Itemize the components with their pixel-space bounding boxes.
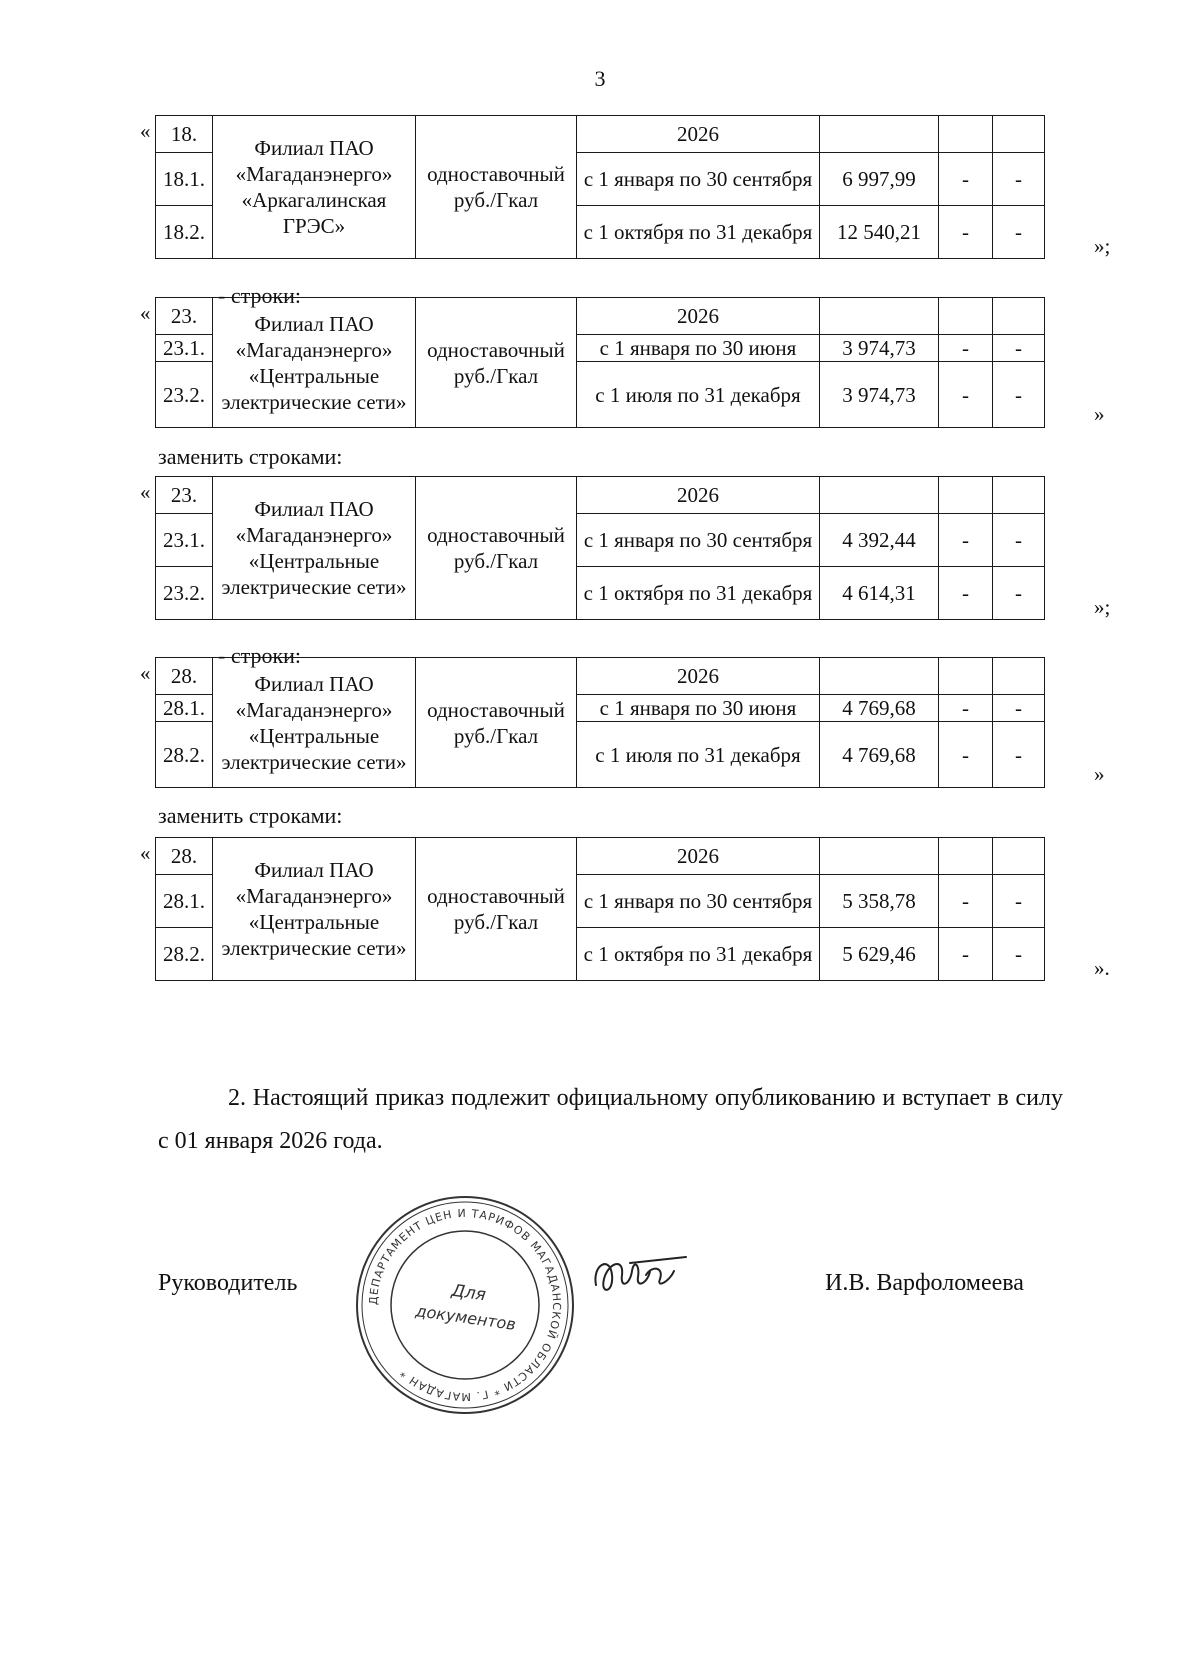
year: 2026 [577,116,820,153]
dash-cell: - [939,567,993,620]
close-quote: »; [1094,234,1111,258]
tariff-value: 4 614,31 [820,567,939,620]
dash-cell: - [993,875,1045,928]
tariff-table [155,476,1045,620]
sub-row-number: 28.1. [156,875,213,928]
empty-cell [820,838,939,875]
period: с 1 июля по 31 декабря [577,722,820,788]
sub-row-number: 23.1. [156,514,213,567]
stamp-center-text-2: документов [414,1301,518,1334]
empty-cell [820,477,939,514]
row-number: 28. [156,658,213,695]
sub-row-number: 18.2. [156,206,213,259]
close-quote: » [1094,402,1105,426]
tariff-value: 5 358,78 [820,875,939,928]
organization-name: Филиал ПАО «Магаданэнерго» «Центральные электрические сети» [213,838,416,981]
tariff-kind: одноставочный руб./Гкал [416,116,577,259]
tariff-kind: одноставочный руб./Гкал [416,298,577,428]
sub-row-number: 23.2. [156,567,213,620]
row-number: 28. [156,838,213,875]
tariff-kind: одноставочный руб./Гкал [416,658,577,788]
table-row [156,477,1045,514]
open-quote: « [140,661,151,685]
year: 2026 [577,477,820,514]
sub-row-number: 28.1. [156,695,213,722]
dash-cell: - [939,928,993,981]
signatory-name: И.В. Варфоломеева [825,1270,1024,1296]
row-number: 18. [156,116,213,153]
tariff-value: 3 974,73 [820,362,939,428]
year: 2026 [577,298,820,335]
dash-cell: - [993,928,1045,981]
dash-cell: - [993,206,1045,259]
tariff-table [155,297,1045,428]
tariff-kind: одноставочный руб./Гкал [416,838,577,981]
caption-lines-2: - строки: [218,643,302,668]
sub-row-number: 18.1. [156,153,213,206]
tariff-table [155,837,1045,981]
dash-cell: - [939,362,993,428]
empty-cell [939,658,993,695]
svg-text:ДЕПАРТАМЕНТ ЦЕН И ТАРИФОВ МАГА [367,1207,563,1403]
page-number: 3 [594,66,606,91]
stamp-center-text-1: Для [450,1280,488,1306]
dash-cell: - [993,153,1045,206]
sub-row-number: 28.2. [156,722,213,788]
signatory-title: Руководитель [158,1270,298,1296]
publication-paragraph [158,1077,1063,1163]
table-row [156,838,1045,875]
empty-cell [939,477,993,514]
sub-row-number: 23.2. [156,362,213,428]
empty-cell [993,658,1045,695]
tariff-value: 6 997,99 [820,153,939,206]
period: с 1 октября по 31 декабря [577,206,820,259]
dash-cell: - [939,875,993,928]
period: с 1 января по 30 июня [577,335,820,362]
tariff-value: 4 392,44 [820,514,939,567]
tariff-kind: одноставочный руб./Гкал [416,477,577,620]
caption-replace-2: заменить строками: [158,803,343,828]
open-quote: « [140,480,151,504]
empty-cell [939,116,993,153]
empty-cell [820,298,939,335]
dash-cell: - [993,335,1045,362]
empty-cell [993,116,1045,153]
empty-cell [993,838,1045,875]
caption-replace-1: заменить строками: [158,444,343,469]
dash-cell: - [993,695,1045,722]
period: с 1 января по 30 сентября [577,514,820,567]
tariff-value: 12 540,21 [820,206,939,259]
stamp-ring-text: ДЕПАРТАМЕНТ ЦЕН И ТАРИФОВ МАГАДАНСКОЙ ОБЛАСТИ * Г. МАГАДАН * [366,1206,564,1404]
caption-lines-1: - строки: [218,283,302,308]
dash-cell: - [993,722,1045,788]
year: 2026 [577,658,820,695]
period: с 1 января по 30 сентября [577,875,820,928]
period: с 1 января по 30 июня [577,695,820,722]
dash-cell: - [993,362,1045,428]
period: с 1 июля по 31 декабря [577,362,820,428]
open-quote: « [140,841,151,865]
paragraph-text: 2. Настоящий приказ подлежит официальному опубликованию и вступает в силу с 01 января 2026 года. [158,1085,1063,1154]
open-quote: « [140,119,151,143]
organization-name: Филиал ПАО «Магаданэнерго» «Центральные электрические сети» [213,477,416,620]
tariff-value: 3 974,73 [820,335,939,362]
row-number: 23. [156,298,213,335]
dash-cell: - [993,514,1045,567]
sub-row-number: 28.2. [156,928,213,981]
period: с 1 октября по 31 декабря [577,567,820,620]
close-quote: »; [1094,595,1111,619]
period: с 1 января по 30 сентября [577,153,820,206]
empty-cell [939,298,993,335]
dash-cell: - [939,722,993,788]
tariff-value: 4 769,68 [820,722,939,788]
organization-name: Филиал ПАО «Магаданэнерго» «Центральные электрические сети» [213,298,416,428]
tariff-table [155,657,1045,788]
empty-cell [993,298,1045,335]
close-quote: ». [1094,956,1110,980]
dash-cell: - [939,153,993,206]
handwritten-signature [590,1245,690,1305]
tariff-table [155,115,1045,259]
dash-cell: - [939,206,993,259]
organization-name: Филиал ПАО «Магаданэнерго» «Аркагалинская ГРЭС» [213,116,416,259]
empty-cell [820,116,939,153]
tariff-value: 5 629,46 [820,928,939,981]
close-quote: » [1094,762,1105,786]
period: с 1 октября по 31 декабря [577,928,820,981]
empty-cell [993,477,1045,514]
dash-cell: - [939,335,993,362]
empty-cell [939,838,993,875]
row-number: 23. [156,477,213,514]
year: 2026 [577,838,820,875]
dash-cell: - [939,695,993,722]
tariff-value: 4 769,68 [820,695,939,722]
official-stamp [350,1190,580,1420]
sub-row-number: 23.1. [156,335,213,362]
table-row [156,116,1045,153]
open-quote: « [140,301,151,325]
empty-cell [820,658,939,695]
dash-cell: - [993,567,1045,620]
organization-name: Филиал ПАО «Магаданэнерго» «Центральные электрические сети» [213,658,416,788]
dash-cell: - [939,514,993,567]
